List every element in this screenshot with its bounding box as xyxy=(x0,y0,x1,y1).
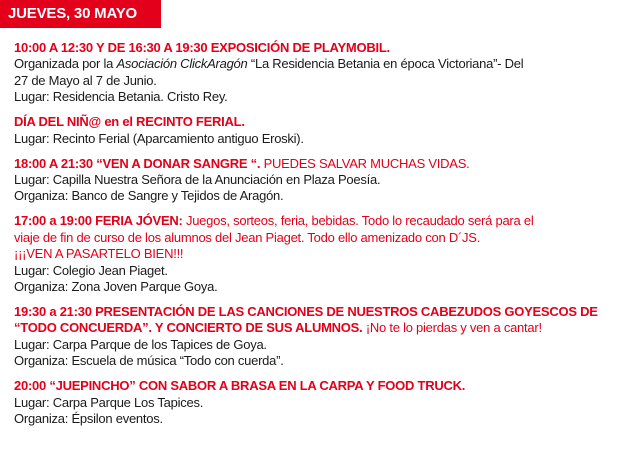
event-feria-joven xyxy=(14,213,618,295)
event-heading xyxy=(14,213,618,229)
event-playmobil xyxy=(14,40,618,106)
event-title: DÍA DEL NIÑ@ en el RECINTO FERIAL. xyxy=(14,114,245,130)
event-heading xyxy=(14,320,618,336)
event-dia-del-nino xyxy=(14,114,618,147)
event-list xyxy=(14,40,618,436)
event-presentacion-canciones xyxy=(14,304,618,370)
event-subtitle: ¡No te lo pierdas y ven a cantar! xyxy=(362,320,542,336)
event-subtitle: PUEDES SALVAR MUCHAS VIDAS. xyxy=(260,155,470,171)
event-title: 20:00 “JUEPINCHO” CON SABOR A BRASA EN LA CARPA Y FOOD TRUCK. xyxy=(14,378,466,394)
event-organizer: Organiza: Épsilon eventos. xyxy=(14,411,163,427)
event-description-line: 27 de Mayo al 7 de Junio. xyxy=(14,72,157,88)
event-title: 17:00 a 19:00 FERIA JÓVEN: xyxy=(14,213,183,229)
event-donar-sangre xyxy=(14,156,618,205)
organizer-name: Asociación ClickAragón xyxy=(116,56,248,72)
event-organizer: Organiza: Zona Joven Parque Goya. xyxy=(14,279,218,295)
event-organizer: Organiza: Banco de Sangre y Tejidos de Aragón. xyxy=(14,188,284,204)
event-heading xyxy=(14,156,618,172)
date-header xyxy=(0,0,161,28)
event-location: Lugar: Recinto Ferial (Aparcamiento antiguo Eroski). xyxy=(14,130,304,146)
event-location: Lugar: Capilla Nuestra Señora de la Anunciación en Plaza Poesía. xyxy=(14,172,381,188)
event-description xyxy=(14,56,618,72)
event-title: 10:00 A 12:30 Y DE 16:30 A 19:30 EXPOSICIÓN DE PLAYMOBIL. xyxy=(14,40,390,55)
event-location: Lugar: Residencia Betania. Cristo Rey. xyxy=(14,89,228,105)
event-title: 18:00 A 21:30 “VEN A DONAR SANGRE “. xyxy=(14,155,261,171)
event-description-line: viaje de fin de curso de los alumnos del Jean Piaget. Todo ello amenizado con D´JS. xyxy=(14,229,481,245)
event-organizer: Organiza: Escuela de música “Todo con cuerda”. xyxy=(14,353,284,369)
event-title-continued: “TODO CONCUERDA”. Y CONCIERTO DE SUS ALUMNOS. xyxy=(14,320,363,336)
event-location: Lugar: Carpa Parque de los Tapices de Goya. xyxy=(14,336,267,352)
date-header-text: JUEVES, 30 MAYO xyxy=(8,5,138,22)
description-prefix: Organizada por la xyxy=(14,56,117,72)
event-title: 19:30 a 21:30 PRESENTACIÓN DE LAS CANCIONES DE NUESTROS CABEZUDOS GOYESCOS DE xyxy=(14,304,598,320)
description-suffix: “La Residencia Betania en época Victoriana”- Del xyxy=(247,56,524,72)
event-juepincho xyxy=(14,378,618,427)
event-description: Juegos, sorteos, feria, bebidas. Todo lo recaudado será para el xyxy=(182,213,534,229)
event-location: Lugar: Carpa Parque Los Tapices. xyxy=(14,394,204,410)
event-description-line: ¡¡¡VEN A PASARTELO BIEN!!! xyxy=(14,246,184,262)
event-location: Lugar: Colegio Jean Piaget. xyxy=(14,262,168,278)
